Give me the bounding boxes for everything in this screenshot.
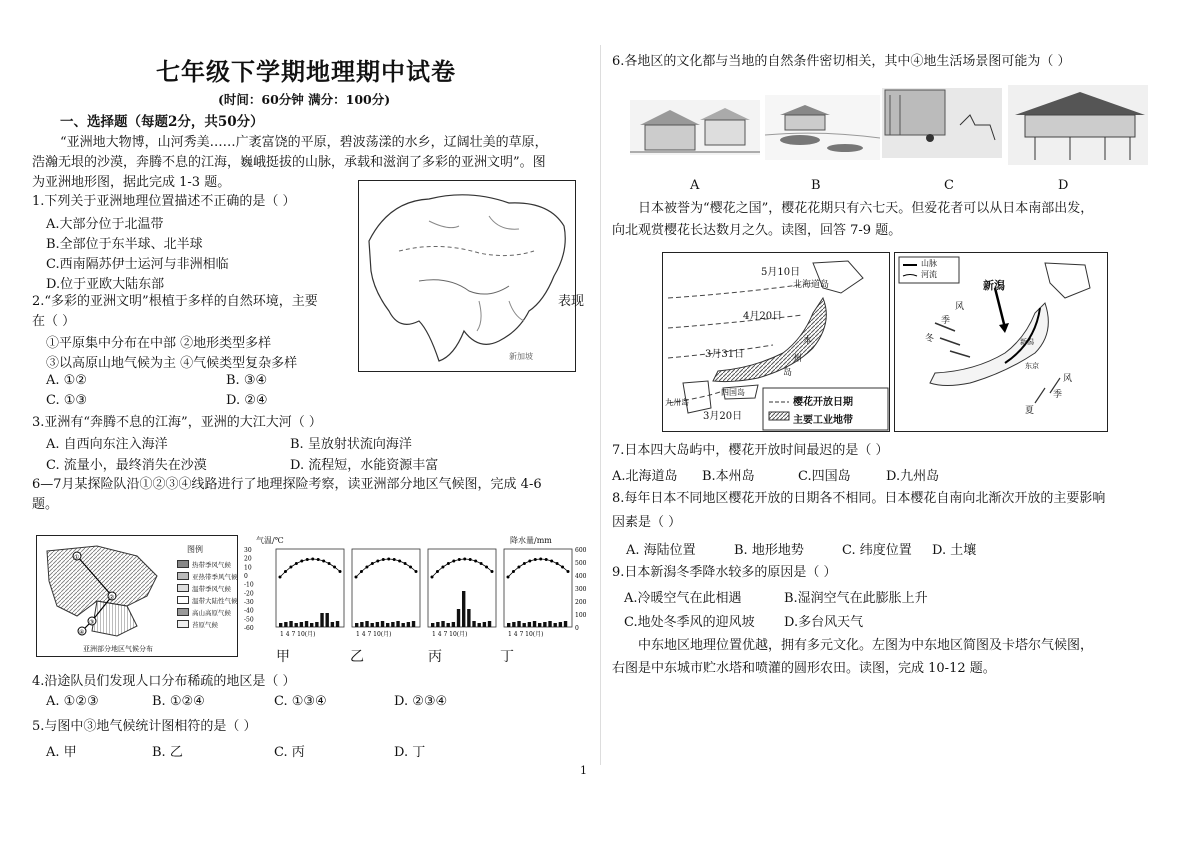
temp-line bbox=[356, 559, 416, 577]
precip-bar bbox=[407, 622, 410, 627]
legend-label: 亚热带季风气候 bbox=[192, 572, 238, 581]
precip-bar bbox=[431, 623, 434, 627]
question-7-stem: 7.日本四大岛屿中，樱花开放时间最迟的是（ ） bbox=[612, 443, 889, 458]
q5-option-d[interactable]: D. 丁 bbox=[394, 745, 426, 760]
question-8-stem: 8.每年日本不同地区樱花开放的日期各不相同。日本樱花自南向北渐次开放的主要影响 bbox=[612, 491, 1106, 506]
precip-bar bbox=[488, 621, 491, 627]
wind-label: 冬 bbox=[925, 334, 935, 344]
precip-bar bbox=[512, 622, 515, 627]
intro-line: 日本被誉为“樱花之国”，樱花花期只有六七天。但爱花者可以从日本南部出发， bbox=[638, 201, 1094, 216]
climate-chart-frame bbox=[504, 549, 572, 627]
japan-cherry-map bbox=[662, 252, 890, 432]
island-label: 州 bbox=[793, 354, 803, 364]
chart-name-bing: 丙 bbox=[428, 649, 442, 665]
temp-tick: -50 bbox=[244, 616, 254, 624]
scene-label-c[interactable]: C bbox=[944, 178, 954, 193]
page-title: 七年级下学期地理期中试卷 bbox=[156, 58, 456, 86]
q8-option-b[interactable]: B. 地形地势 bbox=[734, 543, 804, 558]
legend-swatch bbox=[177, 620, 189, 628]
temp-tick: -30 bbox=[244, 599, 254, 606]
legend-title: 图例 bbox=[187, 545, 203, 554]
legend-label: 高山高原气候 bbox=[192, 608, 231, 617]
island-label: 本 bbox=[803, 336, 813, 346]
scene-c-image bbox=[882, 88, 1002, 158]
intro-line: “亚洲地大物博，山河秀美……广袤富饶的平原，碧波荡漾的水乡，辽阔壮美的草原， bbox=[60, 135, 548, 150]
q3-option-b[interactable]: B. 呈放射状流向海洋 bbox=[290, 437, 412, 452]
asia-terrain-map bbox=[358, 180, 576, 372]
wind-label: 季 bbox=[1053, 390, 1063, 400]
question-9-stem: 9.日本新潟冬季降水较多的原因是（ ） bbox=[612, 565, 837, 580]
q1-option-c[interactable]: C.西南隔苏伊士运河与非洲相临 bbox=[46, 257, 229, 272]
precip-bar bbox=[310, 623, 313, 627]
q3-option-d[interactable]: D. 流程短，水能资源丰富 bbox=[290, 458, 439, 473]
japan-monsoon-map bbox=[894, 252, 1108, 432]
climate-chart-frame bbox=[352, 549, 420, 627]
precip-bar bbox=[548, 621, 551, 627]
precip-tick: 100 bbox=[575, 612, 587, 619]
precip-bar bbox=[457, 609, 460, 627]
precip-bar bbox=[279, 623, 282, 627]
q2-statement: ③以高原山地气候为主 ④气候类型复杂多样 bbox=[46, 356, 298, 371]
q9-option-d[interactable]: D.多台风天气 bbox=[784, 615, 864, 630]
precip-bar bbox=[300, 622, 303, 627]
legend-swatch bbox=[177, 560, 189, 568]
q7-option-d[interactable]: D.九州岛 bbox=[886, 469, 940, 484]
q7-option-b[interactable]: B.本州岛 bbox=[702, 469, 755, 484]
precip-bar bbox=[528, 622, 531, 627]
precip-bar bbox=[467, 609, 470, 627]
temp-tick: -10 bbox=[244, 581, 254, 589]
chart-name-ding: 丁 bbox=[500, 649, 514, 665]
temp-axis-label: 气温/℃ bbox=[256, 536, 284, 545]
precip-bar bbox=[355, 623, 358, 627]
legend-swatch bbox=[177, 596, 189, 604]
q8-option-c[interactable]: C. 纬度位置 bbox=[842, 543, 912, 558]
q2-option-b[interactable]: B. ③④ bbox=[226, 373, 268, 388]
q7-option-a[interactable]: A.北海道岛 bbox=[612, 469, 678, 484]
question-2-stem-tail: 表现 bbox=[558, 294, 585, 309]
legend-river: 河流 bbox=[921, 270, 937, 279]
climate-legend bbox=[177, 558, 238, 630]
section-title: 一、选择题（每题2分，共50分） bbox=[60, 114, 264, 130]
precip-bar bbox=[507, 623, 510, 627]
island-label: 岛 bbox=[783, 368, 793, 378]
question-1-stem: 1.下列关于亚洲地理位置描述不正确的是（ ） bbox=[32, 194, 296, 209]
precip-bar bbox=[402, 623, 405, 627]
precip-bar bbox=[462, 591, 465, 627]
question-2-stem-cont: 在（ ） bbox=[32, 314, 76, 329]
scene-b-image bbox=[765, 95, 880, 160]
precip-bar bbox=[538, 623, 541, 627]
precip-bar bbox=[452, 622, 455, 627]
q4-option-c[interactable]: C. ①③④ bbox=[274, 694, 327, 709]
precip-tick: 300 bbox=[575, 586, 587, 593]
q2-option-c[interactable]: C. ①③ bbox=[46, 393, 88, 408]
precip-bar bbox=[305, 621, 308, 627]
precip-bar bbox=[386, 623, 389, 627]
place-label: 新潟 bbox=[1020, 338, 1034, 346]
climate-charts bbox=[242, 535, 587, 645]
temp-tick: -20 bbox=[244, 590, 254, 598]
precip-bar bbox=[331, 622, 334, 627]
temp-line bbox=[432, 559, 492, 577]
column-divider bbox=[600, 45, 601, 765]
precip-bar bbox=[289, 621, 292, 627]
precip-axis-label: 降水量/mm bbox=[510, 536, 552, 545]
legend-item bbox=[177, 570, 238, 582]
question-5-stem: 5.与图中③地气候统计图相符的是（ ） bbox=[32, 719, 257, 734]
page-number: 1 bbox=[580, 764, 587, 777]
precip-bar bbox=[396, 621, 399, 627]
precip-bar bbox=[533, 621, 536, 627]
q4-option-a[interactable]: A. ①②③ bbox=[46, 694, 99, 709]
scene-illustrations bbox=[630, 80, 1150, 170]
svg-text:①: ① bbox=[74, 554, 80, 561]
q5-option-b[interactable]: B. 乙 bbox=[152, 745, 183, 760]
asia-climate-map bbox=[36, 535, 238, 657]
q1-option-d[interactable]: D.位于亚欧大陆东部 bbox=[46, 277, 165, 292]
precip-bar bbox=[381, 621, 384, 627]
chart-name-jia: 甲 bbox=[276, 649, 290, 665]
intro-line: 右图是中东城市贮水塔和喷灌的圆形农田。读图，完成 10-12 题。 bbox=[612, 661, 996, 676]
question-6-stem: 6.各地区的文化都与当地的自然条件密切相关，其中④地生活场景图可能为（ ） bbox=[612, 54, 1071, 69]
precip-bar bbox=[472, 621, 475, 627]
date-label: 4月20日 bbox=[743, 311, 783, 322]
legend-label: 温带季风气候 bbox=[192, 584, 231, 593]
scene-d-image bbox=[1008, 85, 1148, 165]
precip-bar bbox=[483, 622, 486, 627]
precip-bar bbox=[336, 621, 339, 627]
month-ticks: 1 4 7 10(月) bbox=[432, 631, 468, 638]
precip-bar bbox=[365, 621, 368, 627]
precip-bar bbox=[391, 622, 394, 627]
precip-tick: 200 bbox=[575, 599, 587, 606]
precip-bar bbox=[559, 622, 562, 627]
month-ticks: 1 4 7 10(月) bbox=[356, 631, 392, 638]
exam-info: (时间：60分钟 满分：100分) bbox=[218, 92, 391, 107]
precip-tick: 0 bbox=[575, 625, 579, 632]
wind-label: 风 bbox=[1063, 374, 1073, 384]
precip-bar bbox=[315, 622, 318, 627]
island-label: 四国岛 bbox=[721, 388, 745, 397]
legend-blossom: 樱花开放日期 bbox=[793, 397, 853, 408]
precip-bar bbox=[284, 622, 287, 627]
scene-label-a[interactable]: A bbox=[690, 178, 700, 193]
precip-bar bbox=[554, 623, 557, 627]
niigata-label: 新潟 bbox=[983, 279, 1005, 292]
precip-bar bbox=[376, 622, 379, 627]
q2-option-a[interactable]: A. ①② bbox=[46, 373, 87, 388]
q9-option-c[interactable]: C.地处冬季风的迎风坡 bbox=[624, 615, 755, 630]
q4-option-b[interactable]: B. ①②④ bbox=[152, 694, 205, 709]
month-ticks: 1 4 7 10(月) bbox=[508, 631, 544, 638]
intro-line: 中东地区地理位置优越，拥有多元文化。左图为中东地区简图及卡塔尔气候图， bbox=[638, 638, 1094, 653]
q2-option-d[interactable]: D. ②④ bbox=[226, 393, 268, 408]
chart-name-yi: 乙 bbox=[350, 649, 364, 665]
precip-bar bbox=[320, 613, 323, 627]
precip-bar bbox=[412, 621, 415, 627]
question-4-stem: 4.沿途队员们发现人口分布稀疏的地区是（ ） bbox=[32, 674, 296, 689]
legend-label: 苔原气候 bbox=[192, 620, 218, 629]
q3-option-c[interactable]: C. 流量小，最终消失在沙漠 bbox=[46, 458, 207, 473]
asia-map-drawing bbox=[359, 181, 575, 371]
intro-line: 浩瀚无垠的沙漠，奔腾不息的江海，巍峨挺拔的山脉，承载和滋润了多彩的亚洲文明”。图 bbox=[32, 155, 546, 170]
precip-bar bbox=[295, 623, 298, 627]
island-label: 九州岛 bbox=[665, 398, 689, 407]
legend-item bbox=[177, 558, 238, 570]
wind-label: 季 bbox=[941, 316, 951, 326]
precip-bar bbox=[436, 622, 439, 627]
temp-line bbox=[280, 559, 340, 577]
question-3-stem: 3.亚洲有“奔腾不息的江海”，亚洲的大江大河（ ） bbox=[32, 415, 322, 430]
temp-tick: 30 bbox=[244, 547, 252, 554]
q4-option-d[interactable]: D. ②③④ bbox=[394, 694, 448, 709]
q5-option-a[interactable]: A. 甲 bbox=[46, 745, 77, 760]
intro-line: 题。 bbox=[32, 497, 59, 512]
legend-item bbox=[177, 582, 238, 594]
temp-tick: 0 bbox=[244, 573, 248, 580]
scene-label-d[interactable]: D bbox=[1058, 178, 1069, 193]
legend-label: 热带季风气候 bbox=[192, 560, 231, 569]
q7-option-c[interactable]: C.四国岛 bbox=[798, 469, 851, 484]
month-ticks: 1 4 7 10(月) bbox=[280, 631, 316, 638]
q9-option-b[interactable]: B.湿润空气在此膨胀上升 bbox=[784, 591, 928, 606]
precip-bar bbox=[371, 623, 374, 627]
legend-swatch bbox=[177, 572, 189, 580]
precip-bar bbox=[564, 621, 567, 627]
intro-line: 为亚洲地形图，据此完成 1-3 题。 bbox=[32, 175, 231, 190]
temp-tick: -40 bbox=[244, 607, 254, 615]
precip-bar bbox=[478, 623, 481, 627]
precip-tick: 400 bbox=[575, 573, 587, 580]
intro-line: 6—7月某探险队沿①②③④线路进行了地理探险考察，读亚洲部分地区气候图，完成 4-6 bbox=[32, 477, 542, 492]
q9-option-a[interactable]: A.冷暖空气在此相遇 bbox=[624, 591, 742, 606]
climate-chart-frame bbox=[276, 549, 344, 627]
question-8-stem-cont: 因素是（ ） bbox=[612, 515, 682, 530]
svg-text:②: ② bbox=[109, 594, 115, 601]
precip-bar bbox=[447, 623, 450, 627]
date-label: 3月20日 bbox=[703, 411, 743, 422]
q8-option-a[interactable]: A. 海陆位置 bbox=[626, 543, 696, 558]
precip-bar bbox=[543, 622, 546, 627]
temp-tick: 20 bbox=[244, 555, 252, 563]
place-label: 东京 bbox=[1025, 362, 1039, 370]
legend-item bbox=[177, 618, 238, 630]
svg-text:新加坡: 新加坡 bbox=[509, 352, 533, 361]
legend-item bbox=[177, 606, 238, 618]
legend-swatch bbox=[177, 608, 189, 616]
legend-swatch bbox=[177, 584, 189, 592]
legend-label: 温带大陆性气候 bbox=[192, 596, 238, 605]
svg-text:③: ③ bbox=[89, 619, 95, 626]
svg-text:④: ④ bbox=[79, 629, 85, 636]
temp-line bbox=[508, 559, 568, 577]
temp-tick: -60 bbox=[244, 625, 254, 632]
wind-label: 夏 bbox=[1025, 406, 1035, 416]
legend-industry: 主要工业地带 bbox=[793, 415, 853, 426]
wind-label: 风 bbox=[955, 302, 965, 312]
climate-charts-svg bbox=[242, 545, 587, 655]
precip-bar bbox=[441, 621, 444, 627]
island-label: 北海道岛 bbox=[793, 280, 830, 290]
q8-option-d[interactable]: D. 土壤 bbox=[932, 543, 977, 558]
q5-option-c[interactable]: C. 丙 bbox=[274, 745, 305, 760]
question-2-stem: 2.“多彩的亚洲文明”根植于多样的自然环境，主要 bbox=[32, 294, 318, 309]
map-caption: 亚洲部分地区气候分布 bbox=[83, 645, 153, 653]
q1-option-a[interactable]: A.大部分位于北温带 bbox=[46, 217, 164, 232]
legend-item bbox=[177, 594, 238, 606]
scene-label-b[interactable]: B bbox=[811, 178, 821, 193]
temp-tick: 10 bbox=[244, 564, 252, 572]
q2-statement: ①平原集中分布在中部 ②地形类型多样 bbox=[46, 336, 272, 351]
legend-mountain: 山脉 bbox=[921, 259, 937, 268]
precip-bar bbox=[517, 621, 520, 627]
q3-option-a[interactable]: A. 自西向东注入海洋 bbox=[46, 437, 168, 452]
precip-tick: 600 bbox=[575, 547, 587, 554]
scene-a-image bbox=[630, 100, 760, 155]
precip-bar bbox=[360, 622, 363, 627]
precip-bar bbox=[523, 623, 526, 627]
q1-option-b[interactable]: B.全部位于东半球、北半球 bbox=[46, 237, 203, 252]
date-label: 5月10日 bbox=[761, 267, 801, 278]
date-label: 3月31日 bbox=[705, 349, 745, 360]
precip-bar bbox=[326, 613, 329, 627]
intro-line: 向北观赏樱花长达数月之久。读图，回答 7-9 题。 bbox=[612, 223, 902, 238]
precip-tick: 500 bbox=[575, 560, 587, 567]
